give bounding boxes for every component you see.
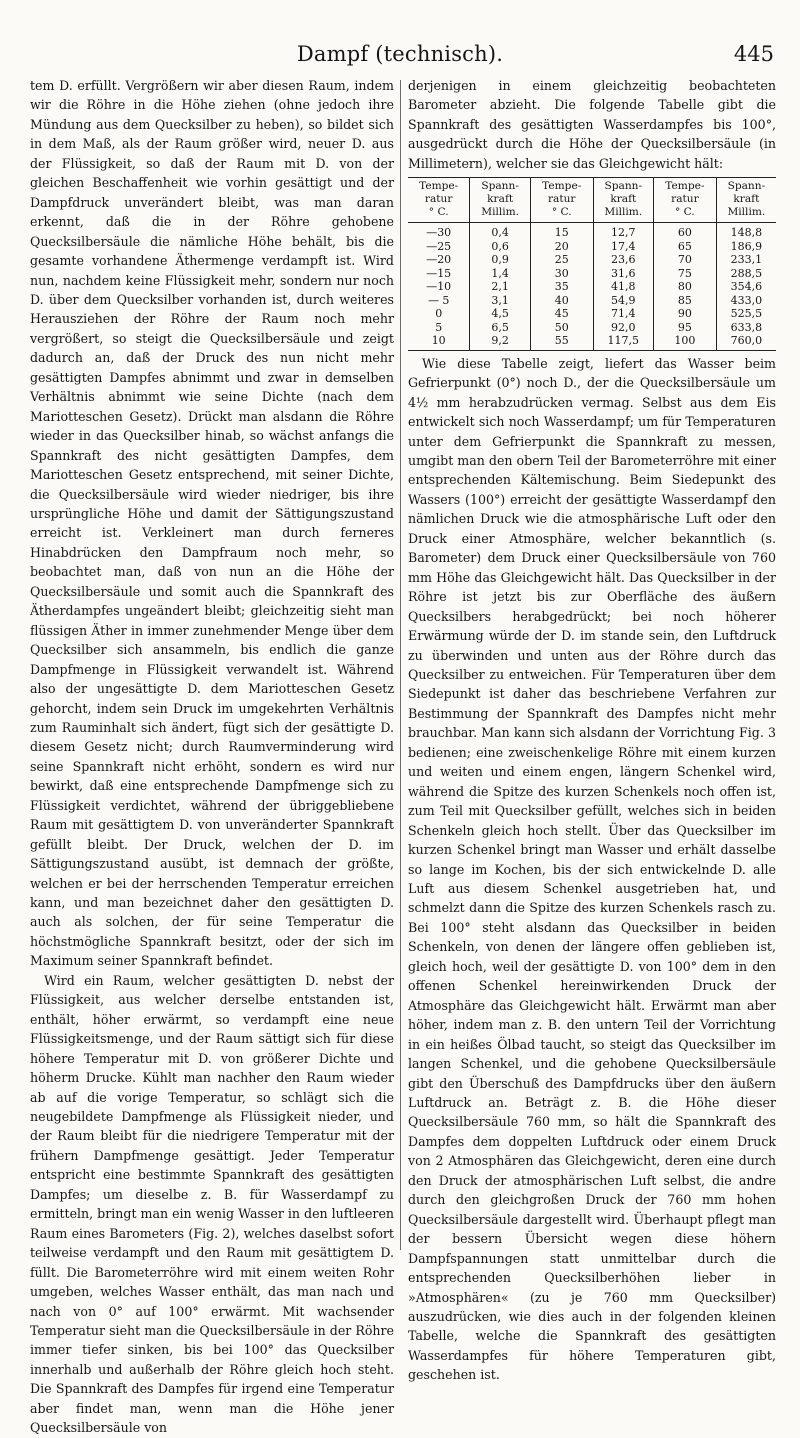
column-header: Tempe- ratur ° C. bbox=[408, 178, 470, 223]
table-row: — 5 3,1 40 54,9 85 433,0 bbox=[408, 294, 776, 308]
table-row: —20 0,9 25 23,6 70 233,1 bbox=[408, 253, 776, 267]
column-header: Spann- kraft Millim. bbox=[470, 178, 531, 223]
paragraph: derjenigen in einem gleichzeitig beobachteten Barometer abzieht. Die folgende Tabelle gibt die Spannkraft des gesättigten Wasserdampfes bis 100°, ausgedrückt durch die Höhe der Quecksilbersäule (in Millimetern), welcher sie das Gleichgewicht hält: bbox=[408, 78, 776, 171]
column-header: Spann- kraft Millim. bbox=[593, 178, 654, 223]
right-column bbox=[408, 76, 776, 1383]
vapor-pressure-table bbox=[408, 177, 776, 351]
table-header-row bbox=[408, 178, 776, 223]
table-row: 5 6,5 50 92,0 95 633,8 bbox=[408, 321, 776, 335]
column-header: Tempe- ratur ° C. bbox=[654, 178, 717, 223]
left-column bbox=[30, 76, 395, 1436]
column-divider bbox=[400, 80, 401, 1250]
table-row: —10 2,1 35 41,8 80 354,6 bbox=[408, 280, 776, 294]
table-row: —25 0,6 20 17,4 65 186,9 bbox=[408, 240, 776, 254]
page-header bbox=[20, 40, 780, 74]
column-header: Spann- kraft Millim. bbox=[716, 178, 776, 223]
running-title: Dampf (technisch). bbox=[296, 42, 504, 66]
paragraph: tem D. erfüllt. Vergrößern wir aber diesen Raum, indem wir die Röhre in die Höhe ziehen (ohne jedoch ihre Mündung aus dem Quecksilber zu heben), so bildet sich in dem Maß, als der Raum größer wird, neuer D. aus der Flüssigkeit, so daß der Raum mit D. von der gleichen Beschaffenheit wie vorhin gesättigt und der Dampfdruck unverändert bleibt, was man daran erkennt, daß die in der Röhre gehobene Quecksilbersäule die nämliche Höhe behält, bis die gesamte vorhandene Äthermenge verdampft ist. Wird nun, nachdem keine Flüssigkeit mehr, sondern nur noch D. über dem Quecksilber vorhanden ist, durch weiteres Herausziehen der Röhre der Raum noch mehr vergrößert, so steigt die Quecksilbersäule und zeigt dadurch an, daß der Druck des nun nicht mehr gesättigten Dampfes abnimmt und zwar in demselben Verhältnis abnimmt wie seine Dichte (nach dem Mariotteschen Gesetz). Drückt man alsdann die Röhre wieder in das Quecksilber hinab, so wächst anfangs die Spannkraft des nicht gesättigten Dampfes, dem Mariotteschen Gesetz entsprechend, mit seiner Dichte, die Quecksilbersäule wird wieder niedriger, bis ihre ursprüngliche Höhe und damit der Sättigungszustand erreicht ist. Verkleinert man durch ferneres Hinabdrücken den Dampfraum noch mehr, so beobachtet man, daß von nun an die Höhe der Quecksilbersäule und somit auch die Spannkraft des Ätherdampfes ungeändert bleibt; gleichzeitig sieht man flüssigen Äther in immer zunehmender Menge über dem Quecksilber sich ansammeln, bis endlich die ganze Dampfmenge in Flüssigkeit verwandelt ist. Während also der ungesättigte D. dem Mariotteschen Gesetz gehorcht, indem sein Druck im umgekehrten Verhältnis zum Rauminhalt sich ändert, fügt sich der gesättigte D. diesem Gesetz nicht; durch Raumverminderung wird seine Spannkraft nicht erhöht, sondern es wird nur bewirkt, daß eine entsprechende Dampfmenge sich zu Flüssigkeit verdichtet, während der übriggebliebene Raum mit gesättigtem D. von unveränderter Spannkraft gefüllt bleibt. Der Druck, welchen der D. im Sättigungszustand ausübt, ist demnach der größte, welchen er bei der herrschenden Temperatur erreichen kann, und man bezeichnet daher den gesättigten D. auch als solchen, der für seine Temperatur die höchstmögliche Spannkraft besitzt, oder der sich im Maximum seiner Spannkraft befindet. bbox=[30, 78, 394, 969]
table-row: 0 4,5 45 71,4 90 525,5 bbox=[408, 307, 776, 321]
paragraph: Wie diese Tabelle zeigt, liefert das Wasser beim Gefrierpunkt (0°) noch D., der die Quecksilbersäule um 4½ mm herabzudrücken vermag. Selbst aus dem Eis entwickelt sich noch Wasserdampf; um für Temperaturen unter dem Gefrierpunkt die Spannkraft zu messen, umgibt man den obern Teil der Barometerröhre mit einer entsprechenden Kältemischung. Beim Siedepunkt des Wassers (100°) erreicht der gesättigte Wasserdampf den nämlichen Druck wie die atmosphärische Luft oder den Druck einer Atmosphäre, welcher bekanntlich (s. Barometer) dem Druck einer Quecksilbersäule von 760 mm Höhe das Gleichgewicht hält. Das Quecksilber in der Röhre ist jetzt bis zur Oberfläche des äußern Quecksilbers herabgedrückt; bei noch höherer Erwärmung würde der D. im stande sein, den Luftdruck zu überwinden und unten aus der Röhre durch das Quecksilber zu entweichen. Für Temperaturen über dem Siedepunkt ist daher das beschriebene Verfahren zur Bestimmung der Spannkraft des Dampfes nicht mehr brauchbar. Man kann sich alsdann der Vorrichtung Fig. 3 bedienen; eine zweischenkelige Röhre mit einem kurzen und weiten und einem engen, längern Schenkel wird, während die Spitze des kurzen Schenkels noch offen ist, zum Teil mit Quecksilber gefüllt, welches sich in beiden Schenkeln gleich hoch stellt. Über das Quecksilber im kurzen Schenkel bringt man Wasser und erhält dasselbe so lange im Kochen, bis der sich entwickelnde D. alle Luft aus diesem Schenkel ausgetrieben hat, und schmelzt dann die Spitze des kurzen Schenkels rasch zu. Bei 100° steht alsdann das Quecksilber in beiden Schenkeln, von denen der längere offen geblieben ist, gleich hoch, weil der gesättigte D. von 100° dem in den offenen Schenkel hereinwirkenden Druck der Atmosphäre das Gleichgewicht hält. Erwärmt man aber höher, indem man z. B. den untern Teil der Vorrichtung in ein heißes Ölbad taucht, so steigt das Quecksilber im langen Schenkel, und die gehobene Quecksilbersäule gibt den Überschuß des Dampfdrucks über den äußern Luftdruck an. Beträgt z. B. die Höhe dieser Quecksilbersäule 760 mm, so hält die Spannkraft des Dampfes dem doppelten Luftdruck oder einem Druck von 2 Atmosphären das Gleichgewicht, deren eine durch den Druck der atmosphärischen Luft selbst, die andre durch den gleichgroßen Druck der 760 mm hohen Quecksilbersäule dargestellt wird. Überhaupt pflegt man der bessern Übersicht wegen diese höhern Dampfspannungen statt unmittelbar durch die entsprechenden Quecksilberhöhen lieber in »Atmosphären« (zu je 760 mm Quecksilber) auszudrücken, wie dies auch in der folgenden kleinen Tabelle, welche die Spannkraft des gesättigten Wasserdampfes für höhere Temperaturen gibt, geschehen ist. bbox=[408, 355, 776, 1383]
column-header: Tempe- ratur ° C. bbox=[530, 178, 593, 223]
table-row: —15 1,4 30 31,6 75 288,5 bbox=[408, 267, 776, 281]
paragraph: Wird ein Raum, welcher gesättigten D. nebst der Flüssigkeit, aus welcher derselbe entstanden ist, enthält, höher erwärmt, so verdampft eine neue Flüssigkeitsmenge, und der Raum sättigt sich für diese höhere Temperatur mit D. von größerer Dichte und höherm Drucke. Kühlt man nachher den Raum wieder ab auf die vorige Temperatur, so schlägt sich die neugebildete Dampfmenge als Flüssigkeit nieder, und der Raum bleibt für die niedrigere Temperatur mit der frühern Dampfmenge gesättigt. Jeder Temperatur entspricht eine bestimmte Spannkraft des gesättigten Dampfes; um dieselbe z. B. für Wasserdampf zu ermitteln, bringt man ein wenig Wasser in den luftleeren Raum eines Barometers (Fig. 2), welches daselbst sofort teilweise verdampft und den Raum mit gesättigtem D. füllt. Die Barometerröhre wird mit einem weiten Rohr umgeben, welches Wasser enthält, das man nach und nach von 0° auf 100° erwärmt. Mit wachsender Temperatur sieht man die Quecksilbersäule in der Röhre immer tiefer sinken, bis bei 100° das Quecksilber innerhalb und außerhalb der Röhre gleich hoch steht. Die Spannkraft des Dampfes für irgend eine Temperatur aber findet man, wenn man die Höhe jener Quecksilbersäule von bbox=[30, 972, 395, 1436]
page-number: 445 bbox=[733, 42, 774, 66]
table-row: 10 9,2 55 117,5 100 760,0 bbox=[408, 334, 776, 350]
table-row: —30 0,4 15 12,7 60 148,8 bbox=[408, 223, 776, 240]
